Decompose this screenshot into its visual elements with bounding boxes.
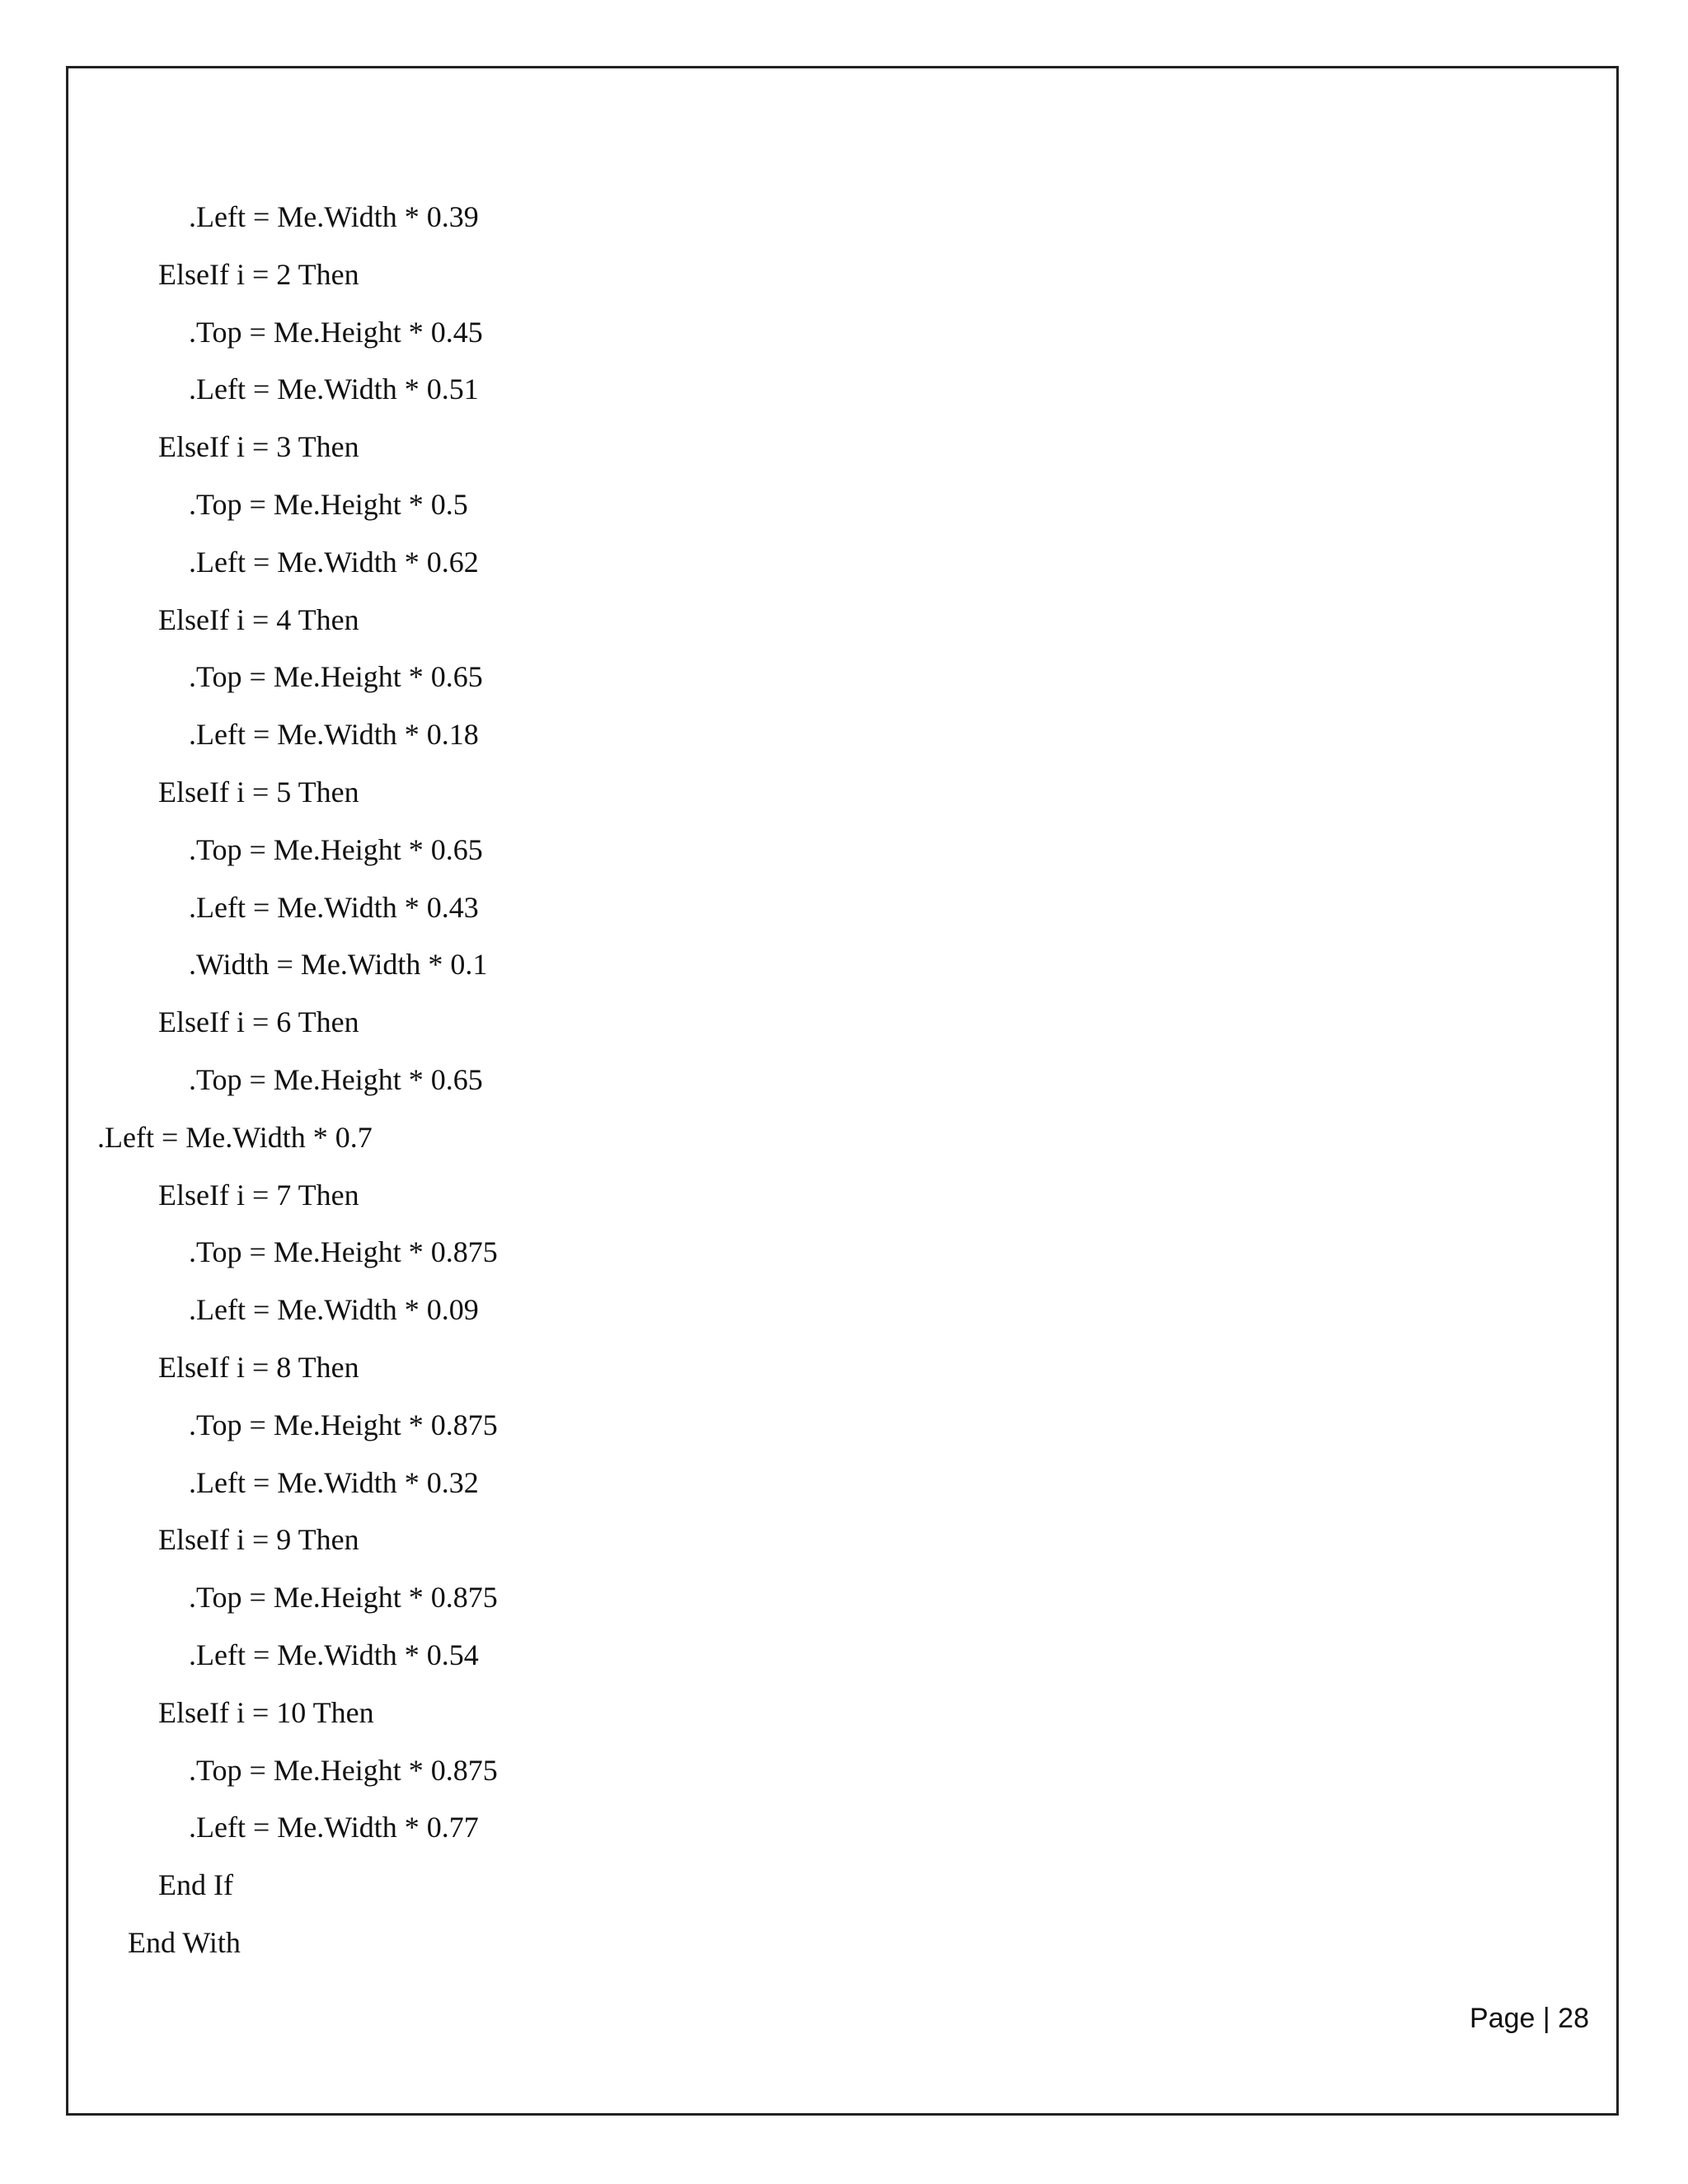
code-line: ElseIf i = 2 Then [158,257,359,291]
code-line: .Left = Me.Width * 0.39 [189,200,479,233]
code-line: ElseIf i = 10 Then [158,1695,374,1729]
page-number: Page | 28 [1470,2003,1589,2034]
code-line: .Left = Me.Width * 0.43 [189,890,479,924]
code-line: .Top = Me.Height * 0.875 [189,1235,498,1269]
code-line: ElseIf i = 4 Then [158,602,359,636]
code-line: .Left = Me.Width * 0.54 [189,1638,479,1671]
code-line: .Top = Me.Height * 0.875 [189,1753,498,1787]
code-line: End With [128,1926,241,1959]
code-line: .Left = Me.Width * 0.18 [189,718,479,752]
code-line: .Top = Me.Height * 0.875 [189,1408,498,1441]
code-line: ElseIf i = 5 Then [158,776,359,808]
code-line: .Left = Me.Width * 0.32 [189,1465,479,1499]
code-line: End If [158,1868,233,1902]
code-line: ElseIf i = 3 Then [158,430,359,464]
code-line: .Left = Me.Width * 0.09 [189,1293,479,1327]
code-line: ElseIf i = 9 Then [158,1523,359,1557]
code-line: .Left = Me.Width * 0.7 [97,1120,373,1154]
code-line: ElseIf i = 7 Then [158,1178,359,1212]
code-line: .Top = Me.Height * 0.5 [189,488,468,521]
code-line: .Left = Me.Width * 0.62 [189,545,479,579]
code-line: ElseIf i = 6 Then [158,1005,359,1039]
code-line: .Left = Me.Width * 0.77 [189,1811,479,1844]
code-line: .Top = Me.Height * 0.65 [189,1063,483,1096]
code-line: .Top = Me.Height * 0.65 [189,832,483,866]
code-line: .Width = Me.Width * 0.1 [189,948,488,982]
code-line: .Top = Me.Height * 0.875 [189,1581,498,1615]
code-line: .Left = Me.Width * 0.51 [189,373,479,406]
code-line: .Top = Me.Height * 0.45 [189,315,483,349]
code-line: .Top = Me.Height * 0.65 [189,660,483,694]
code-line: ElseIf i = 8 Then [158,1351,359,1384]
